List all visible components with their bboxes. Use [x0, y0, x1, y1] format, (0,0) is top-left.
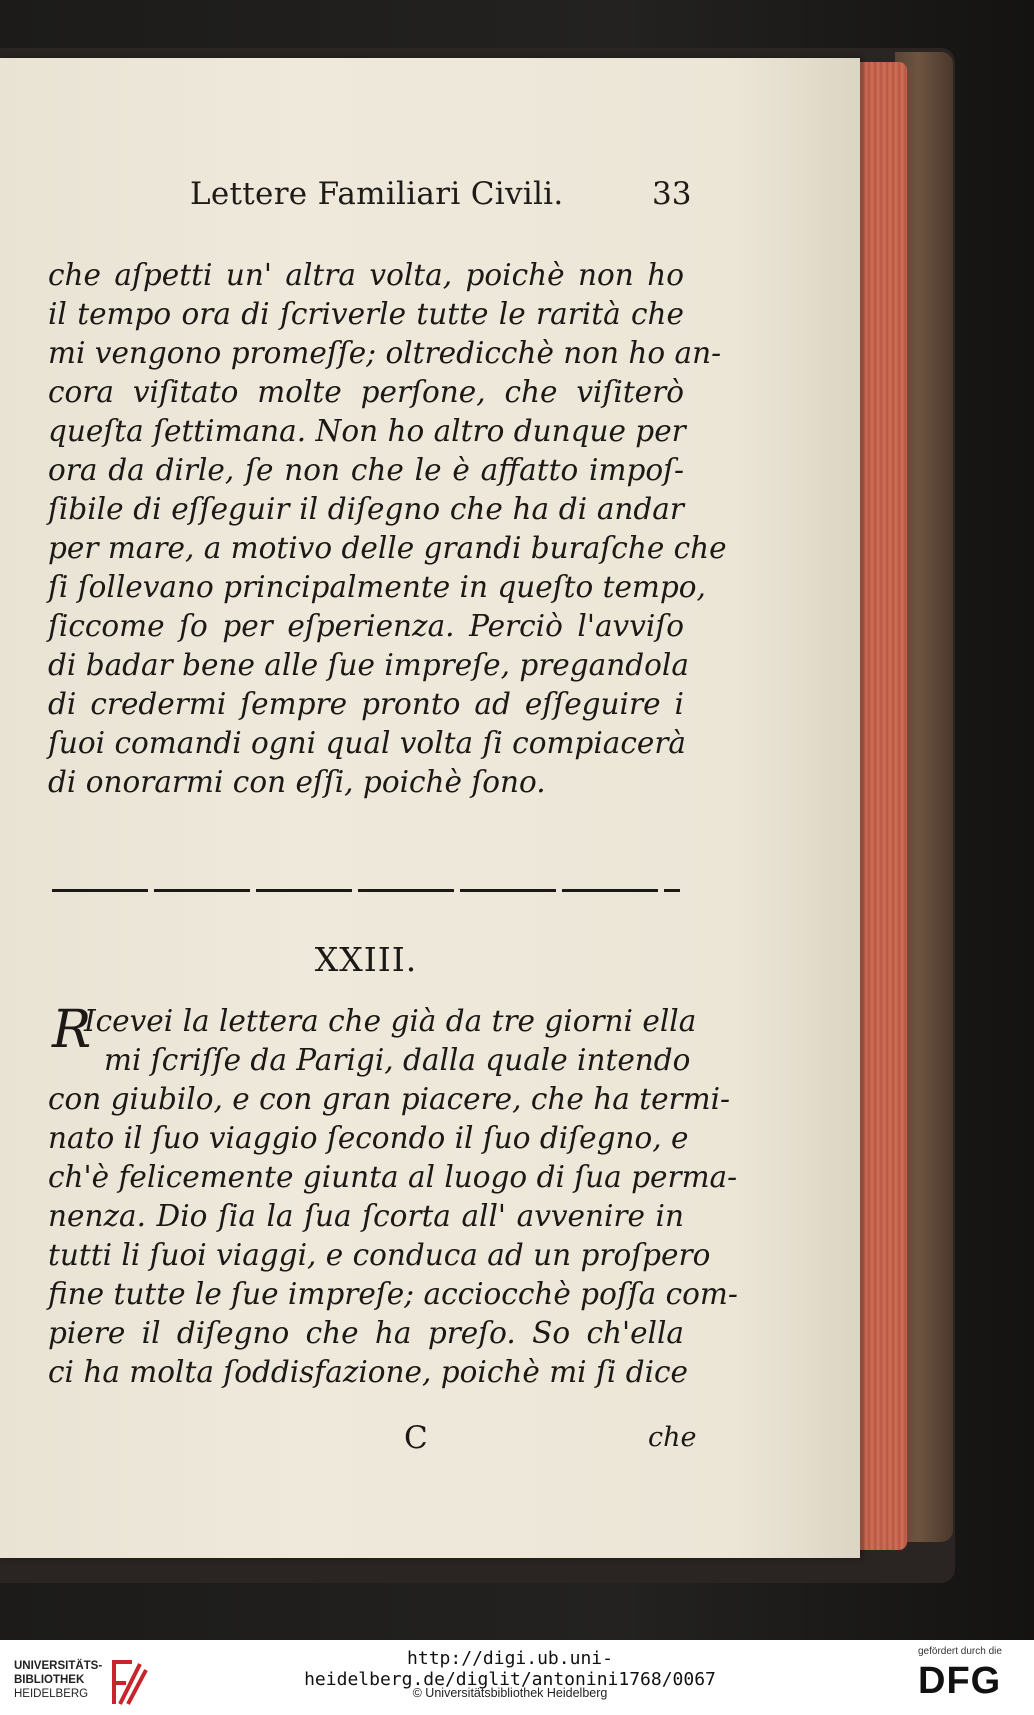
running-head: Lettere Familiari Civili. — [190, 176, 564, 212]
text-line: cora viſitato molte perſone, che viſiterò — [48, 375, 684, 409]
signature-mark: C — [404, 1420, 428, 1456]
text-line: piere il diſegno che ha preſo. So ch'ella — [48, 1316, 684, 1350]
text-line: per mare, a motivo delle grandi buraſche che — [48, 531, 727, 565]
library-name-line-2: BIBLIOTHEK — [14, 1674, 85, 1686]
text-line: mi ſcriſſe da Parigi, dalla quale intendo — [104, 1043, 691, 1077]
page-url-link[interactable]: http://digi.ub.uni-heidelberg.de/diglit/antonini1768/0067 — [304, 1648, 716, 1690]
text-line: ch'è felicemente giunta al luogo di ſua perma- — [48, 1160, 738, 1194]
text-line: ci ha molta ſoddisfazione, poichè mi ſi dice — [48, 1355, 689, 1389]
text-line: ſuoi comandi ogni qual volta ſi compiacerà — [48, 726, 687, 760]
text-line: il tempo ora di ſcriverle tutte le rarità che — [48, 297, 684, 331]
text-line: tutti li ſuoi viaggi, e conduca ad un proſpero — [48, 1238, 711, 1272]
library-name-line-3: HEIDELBERG — [14, 1688, 89, 1700]
copyright-text: © Universitätsbibliothek Heidelberg — [412, 1686, 608, 1700]
text-line: Icevei la lettera che già da tre giorni ella — [84, 1004, 697, 1038]
catchword: che — [648, 1422, 697, 1453]
text-line: di credermi ſempre pronto ad eſſeguire i — [48, 687, 684, 721]
dfg-logo[interactable] — [912, 1646, 1030, 1710]
text-line: nenza. Dio ſia la ſua ſcorta all' avvenire in — [48, 1199, 684, 1233]
text-line: che aſpetti un' altra volta, poichè non ho — [48, 258, 684, 292]
library-logo[interactable] — [6, 1656, 151, 1708]
text-line: di badar bene alle ſue impreſe, pregandola — [48, 648, 689, 682]
text-line: fine tutte le ſue impreſe; acciocchè poſſa com- — [48, 1277, 738, 1311]
funder-note: gefördert durch die — [918, 1646, 1002, 1657]
library-emblem-icon — [110, 1656, 150, 1708]
text-line: ſi ſollevano principalmente in queſto tempo, — [48, 570, 706, 604]
text-line: di onorarmi con eſſi, poichè ſono. — [48, 765, 546, 799]
text-line: ſibile di eſſeguir il diſegno che ha di andar — [48, 492, 684, 526]
section-divider-rule — [52, 889, 680, 892]
text-line: con giubilo, e con gran piacere, che ha termi- — [48, 1082, 731, 1116]
section-heading: XXIII. — [314, 940, 418, 979]
paragraph-1 — [48, 256, 727, 802]
book-page — [0, 58, 860, 1558]
text-line: mi vengono promeſſe; oltredicchè non ho an- — [48, 336, 722, 370]
paragraph-2 — [48, 1002, 738, 1392]
text-line: ora da dirle, ſe non che le è affatto impoſ- — [48, 453, 684, 487]
footer-bar — [0, 1640, 1034, 1715]
text-line: ſiccome ſo per eſperienza. Perciò l'avviſo — [48, 609, 684, 643]
drop-cap: R — [52, 1000, 92, 1060]
page-number: 33 — [652, 176, 692, 212]
text-line: nato il ſuo viaggio ſecondo il ſuo diſegno, e — [48, 1121, 689, 1155]
library-name-line-1: UNIVERSITÄTS- — [14, 1660, 103, 1672]
text-line: queſta ſettimana. Non ho altro dunque per — [48, 414, 686, 448]
funder-logo-text: DFG — [918, 1660, 1002, 1702]
